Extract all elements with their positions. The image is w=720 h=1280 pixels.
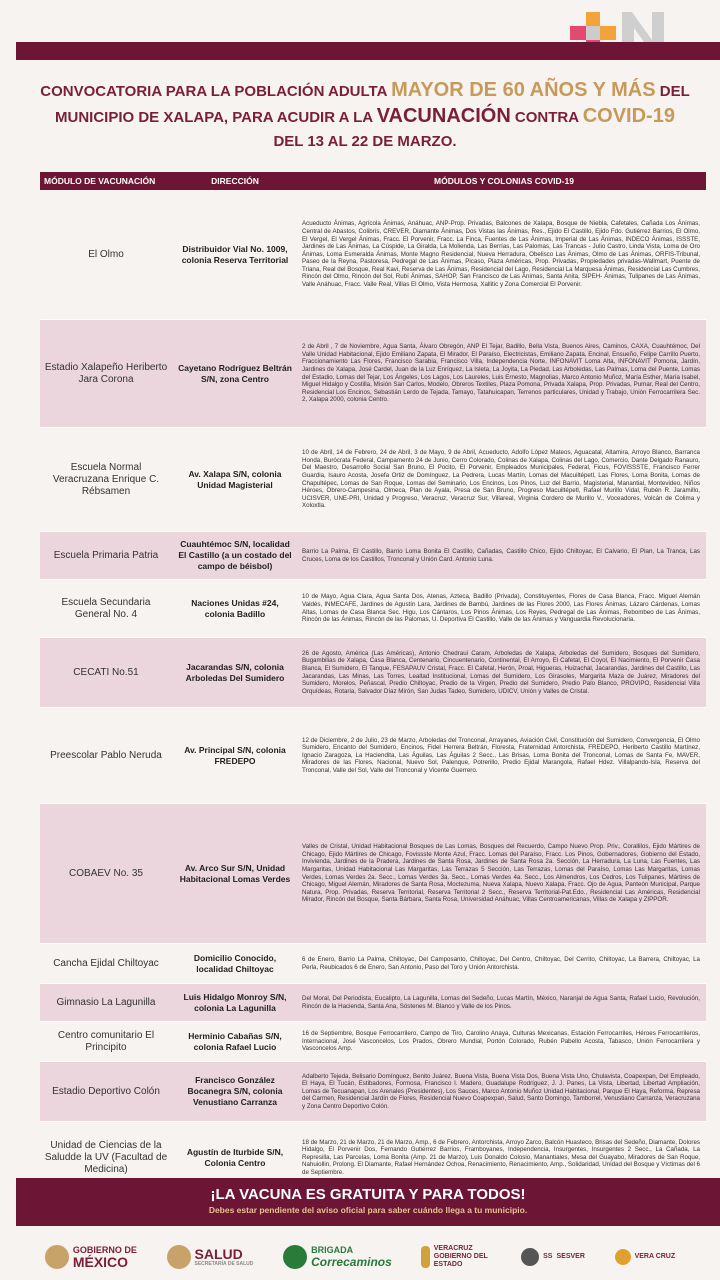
- module-colonies: 2 de Abril , 7 de Noviembre, Agua Santa, Álvaro Obregón, ANP El Tejar, Badillo, Bella Vista, Buenos Aires, Caminos, CAXA, Cuauhtémoc, Del Valle Unidad Habitacional, Ejido Emiliano Zapata, El Mirador, El Paraíso, Electricistas, Emiliano Zapata, Encinal, Ensueño, Felipe Carrillo Puerto, Fraccionamiento Las Flores, Francisco Sarabia, Francisco Villa, Independencia Norte, INFONAVIT Loma Alta, INFONAVIT Pomona, Jardín, Jardines de Xalapa, José Cardel, Juan de la Luz Enríquez, La Isleta, La Joyita, La Piedad, Las Arboledas, Las Palmas, Loma del Puente, Lomas del Estadio, Lomas del Tejar, Los Ángeles, Los Lagos, Los Laureles, Luis Ernesto, Magnolias, Marco Antonio Muñoz, María Esther, María Isabel, Miguel Hidalgo y Costilla, Misión San Carlos, Modelo, Obreros Textiles, Plaza Pomona, Privada Xalapa, Prop. Privadas, Pumar, Real del Centro, Residencial Los Encinos, Sebastián Lerdo de Tejada, Tamayo, Tatahuicapan, Terrenos particulares, Unidad y Trabajo, Unión Ferrocarrilera Sec. 2, Xalapa 2000, colonia Centro.: [302, 343, 700, 404]
- sesver-logo: SS SESVER: [521, 1248, 585, 1266]
- module-address: Cayetano Rodríguez Beltrán S/N, zona Centro: [178, 362, 292, 384]
- table-row: [40, 804, 706, 944]
- module-colonies: 10 de Abril, 14 de Febrero, 24 de Abril, 3 de Mayo, 9 de Abril, Acueducto, Adolfo López Mateos, Aguacatal, Altamira, Arroyo Blanco, Barranca Honda, Burócrata Federal, Campamento 24 de Junio, Cerro Colorado, Colinas de Xalapa, Colinas del Lago, Comercio, Dante Delgado Ranauro, Del Maestro, Desarrollo Social San Bruno, El Pocito, El Porvenir, Empleados Municipales, Federal, Ficus, FOVISSSTE, Francisco Ferrer Guardia, Isauro Acosta, Josefa Ortiz de Domínguez, La Pedrera, Lucas Martín, Lomas del Macuiltépetl, Las Flores, Loma Bonita, Lomas de Chapultépec, Lomas de San Roque, Lomas del Seminario, Los Encinos, Los Pinos, Luz del Barrio, Magisterial, Manantial, Montevideo, Niños Héroes, Obrero-Campesina, Olmeca, Plan de Ayala, Presa de San Bruno, Progreso Macuiltépetl, Rafael Murillo Vidal, Rubén R. Jaramillo, UCISVER, UNE-PRI, Unidad y Progreso, Veracruz, Veracruz Sur, Villareal, Virginia Cordero de Murillo V., Voceadores, Volcán de Colima y Xoloxtla.: [302, 449, 700, 510]
- module-name: Cancha Ejidal Chiltoyac: [53, 957, 159, 969]
- module-name: Preescolar Pablo Neruda: [50, 749, 162, 761]
- brigada-logo: BRIGADA Correcaminos: [283, 1245, 392, 1269]
- vaccination-table: [40, 172, 706, 1194]
- module-address: Av. Xalapa S/N, colonia Unidad Magisterial: [188, 468, 282, 490]
- table-row: [40, 428, 706, 532]
- footer-banner: [16, 1178, 720, 1226]
- table-row: [40, 708, 706, 804]
- module-name: Centro comunitario El Principito: [57, 1029, 155, 1053]
- table-row: [40, 320, 706, 428]
- module-colonies: 26 de Agosto, América (Las Américas), Antonio Chedraui Caram, Arboledas de Xalapa, Arboledas del Sumidero, Bosques del Sumidero, Bugambilias de Xalapa, Casa Blanca, Centenario, Cincuentenario, Continental, El Arroyo, El Cafetal, El Coyol, El Nacimiento, El Porvenir Casa Blanca, El Sumidero, El Tanque, FESAPAUV Cristal, Fracc. El Cafetal, Herón, Proal, Higueras, Huizachal, Jacarandas, Jardines del Castillo, Las Jacarandas, Las Minas, Las Torres, Lealtad Institucional, Lomas del Sumidero, Los Girasoles, Margarita Maza de Juárez, Miradores del Sumidero, Morelos, Peñascal, Predio Chiltoyac, Predio de la Virgen, Predio del Sumidero, Predio Palo Blanco, PROVIPO, Residencial Villa Orquídeas, Rotaria, Salvador Díaz Mirón, San Judas Tadeo, Sumidero, UDICV, Unión y Valles de Cristal.: [302, 649, 700, 695]
- module-name: Escuela Secundaria General No. 4: [61, 596, 151, 620]
- table-row: [40, 532, 706, 580]
- module-address: Domicilio Conocido, localidad Chiltoyac: [193, 952, 277, 974]
- table-body: [40, 190, 706, 1194]
- module-address: Cuauhtémoc S/N, localidad El Castillo (a un costado del campo de béisbol): [178, 539, 292, 571]
- veracruz-flower-icon: [615, 1249, 631, 1265]
- table-row: [40, 944, 706, 984]
- table-row: [40, 190, 706, 320]
- module-address: Francisco González Bocanegra S/N, colonia Venustiano Carranza: [187, 1075, 283, 1107]
- module-name: Estadio Xalapeño Heriberto Jara Corona: [44, 361, 168, 385]
- brigada-icon: [283, 1245, 307, 1269]
- table-row: [40, 580, 706, 638]
- module-address: Jacarandas S/N, colonia Arboledas Del Sumidero: [185, 661, 285, 683]
- module-address: Naciones Unidas #24, colonia Badillo: [191, 597, 279, 619]
- module-colonies: 12 de Diciembre, 2 de Julio, 23 de Marzo, Arboledas del Tronconal, Arrayanes, Aviación Civil, Constitución del Sumidero, Convergencia, El Olmo Sumidero, Encanto del Sumidero, Encinos, Fidel Herrera Beltrán, Floresta, Fraternidad Antorchista, FREDEPO, Heriberto Castillo Martínez, Ignacio Zaragoza, La Haciendita, Las Águilas, Las Águilas 2 Secc., Las Brisas, Loma Bonita del Tronconal, Lomas de Santa Fe, MAVER, Miradores de las Flores, Nacional, Nuevo Sol, Palenque, Potrerillo, Predio Ejidal Marangola, Rafael Hdez. Villalpando-Isla, Reserva del Tronconal, Valle del Sol, Valle del Tronconal y Vicente Guerrero.: [302, 736, 700, 774]
- table-header: [40, 172, 706, 190]
- veracruz-shield-icon: [421, 1246, 429, 1268]
- module-colonies: 18 de Marzo, 21 de Marzo, 21 de Marzo, Amp., 6 de Febrero, Antorchista, Arroyo Zarco, Balcón Huasteco, Brisas del Sedeño, Diamante, Dolores Hidalgo, El Porvenir Dos, Fernando Gutiérrez Barrios, Framboyanes, Independencia, Insurgentes, Insurgentes 2 Secc., La Cañada, La Represilla, Las Parcelas, Loma Bonita (Amp. 21 de Marzo), Luis Donaldo Colosio, Manantiales, Mesa del Guayabo, Miradores de San Roque, Nahuiollin, Prolong. El Diamante, Rafael Hernández Ochoa, Renacimiento, Renacimiento, Amp., Solidaridad, Unidad del Bosque y Víctimas del 6 de Septiembre.: [302, 1138, 700, 1176]
- module-colonies: Adalberto Tejeda, Belisario Domínguez, Benito Juárez, Buena Vista, Buena Vista Dos, Buena Vista Uno, Chulavista, Coapexpan, Del Empleado, El Haya, El Tucán, Estibadores, Formosa, Francisco I. Madero, Guadalupe Rodríguez, J. J. Panes, La Vista, Libertad, Libertad Ampliación, Lomas de Tecuanapan, Los Arenales (Presidentes), Los Sauces, Marco Antonio Muñoz Unidad Habitacional, Parque El Haya, Reforma, Represa del Carmen, Residencial Jardín de Flores, Residencial Nuevo Coapexpan, Salud, Santo Domingo, Tamborrel, Venustiano Carranza, Veracruzana y Zona Centro Deportivo Colón.: [302, 1072, 700, 1110]
- footer-headline: ¡LA VACUNA ES GRATUITA Y PARA TODOS!: [210, 1186, 526, 1203]
- module-colonies: 10 de Mayo, Agua Clara, Agua Santa Dos, Atenas, Azteca, Badillo (Privada), Constituyentes, Flores de Casa Blanca, Fracc. Miguel Alemán Valdés, INMECAFE, Jardines de Agustín Lara, Jardines de Bambú, Jardines de las Flores 2000, Las Flores Ánimas, Lázaro Cárdenas, Lomas Altas, Lomas de Casa Blanca Sec. Higu, Los Cántaros, Los Pinos Ánimas, Los Reyes, Pedregal de Las Ánimas, Rebombeo de Las Ánimas, Rincón de las Ánimas, Rincón de las Palomas, U. Deportiva El Castillo, Valle de las Ánimas y Vanguardia Revolucionaria.: [302, 593, 700, 624]
- gobierno-mexico-logo: GOBIERNO DE MÉXICO: [45, 1245, 137, 1269]
- module-colonies: 16 de Septiembre, Bosque Ferrocarrilero, Campo de Tiro, Carolino Anaya, Culturas Mexicanas, Estación Ferrocarriles, Héroes Ferrocarrileros, Internacional, José Vasconcelos, Los Prados, Obrero Mundial, Portón Colorado, Rubén Pabello Acosta, Tabasco, Unión Ferrocarrilera y Vasconcelos Amp.: [302, 1030, 700, 1053]
- page-title: CONVOCATORIA PARA LA POBLACIÓN ADULTA MAYOR DE 60 AÑOS Y MÁS DEL MUNICIPIO DE XALAPA, PARA ACUDIR A LA VACUNACIÓN CONTRA COVID-19 DEL 13 AL 22 DE MARZO.: [40, 79, 690, 150]
- footer-note: Debes estar pendiente del aviso oficial para saber cuándo llega a tu municipio.: [208, 1205, 528, 1215]
- ss-seal-icon: [521, 1248, 539, 1266]
- module-name: CECATI No.51: [73, 666, 139, 678]
- module-address: Av. Principal S/N, colonia FREDEPO: [184, 744, 286, 766]
- module-address: Av. Arco Sur S/N, Unidad Habitacional Lomas Verdes: [179, 862, 291, 884]
- salud-seal-icon: [167, 1245, 191, 1269]
- module-name: COBAEV No. 35: [69, 867, 143, 879]
- module-colonies: Barrio La Palma, El Castillo, Barrio Loma Bonita El Castillo, Cañadas, Castillo Chico, Ejido Chiltoyac, El Calvario, El Plan, La Tranca, Las Cruces, Loma de los Castillos, Tronconal y Unión Card. Antonio Luna.: [302, 547, 700, 563]
- module-address: Agustín de Iturbide S/N, Colonia Centro: [186, 1146, 284, 1168]
- veracruz-logo: VERA CRUZ: [615, 1249, 676, 1265]
- header-colonies: MÓDULOS Y COLONIAS COVID-19: [434, 176, 574, 186]
- module-name: Escuela Normal Veracruzana Enrique C. Rébsamen: [52, 461, 160, 497]
- veracruz-gob-logo: VERACRUZ GOBIERNO DEL ESTADO: [421, 1245, 491, 1269]
- module-colonies: Acueducto Ánimas, Agrícola Ánimas, Anáhuac, ANP-Prop. Privadas, Balcones de Xalapa, Bosque de Niebla, Cafetales, Cañada Los Ánimas, Central de Abastos, Colibrís, CREVER, Diamante Ánimas, Dos Vistas las Ánimas, Res., Ejido El Castillo, Ejido Fdo. Gutiérrez Barrios, El Olmo, El Vergel, El Vergel Ánimas, Fracc. El Porvenir, Fracc. La Finca, Fuentes de Las Ánimas, Imperial de Las Ánimas, INDECO Ánimas, ISSSTE, Jardines de Las Ánimas, La Cúspide, La Giralda, La Molienda, Las Berrías, Las Palomas, Las Trancas - Julio Castro, Linda Vista, Loma de Oro Ánimas, Loma Esmeralda Ánimas, Monte Magno Residencial, Nueva Herradura, Obelisco Las Ánimas, Olmo de Las Ánimas, ORFIS-Tribunal, Paseo de la Reyna, Pastoresa, Pedregal de Las Ánimas, Picaso, Plaza Américas, Prop. Privadas, Propiedades privadas-Wallmart, Puente de Triana, Real del Bosque, Real Kavi, Reserva de Las Ánimas, Residencial del Lago, Residencial La Marquesa Ánimas, Residencial Las Cumbres, Rincón del Olmo, Rincón del Sol, Rubí Ánimas, SAHOP, San Francisco de Las Ánimas, Santa Anita, SIPEH- Ánimas, Tulipanes de Las Ánimas, Valle Anáhuac, Fracc. Valle Real, Villas El Olmo, Vista Hermosa, Xallitic y Zona Comercial El Porvenir.: [302, 220, 700, 289]
- salud-logo: SALUD SECRETARÍA DE SALUD: [167, 1245, 254, 1269]
- table-row: [40, 1022, 706, 1062]
- top-bar: [16, 42, 720, 60]
- module-address: Distribuidor Vial No. 1009, colonia Reserva Territorial: [181, 243, 289, 265]
- module-name: Escuela Primaria Patria: [53, 549, 159, 561]
- module-name: Unidad de Ciencias de la Saludde la UV (Facultad de Medicina): [44, 1139, 168, 1175]
- module-name: Gimnasio La Lagunilla: [56, 996, 156, 1008]
- module-address: Luis Hidalgo Monroy S/N, colonia La Lagunilla: [183, 991, 287, 1013]
- module-colonies: 6 de Enero, Barrio La Palma, Chiltoyac, Del Camposanto, Chiltoyac, Del Centro, Chiltoyac, Del Cerrito, Chiltoyac, La Barrera, Chiltoyac, La Perla, Reubicados 6 de Enero, San Antonio, Paso del Toro y Unión Antorchista.: [302, 955, 700, 971]
- module-name: El Olmo: [88, 248, 124, 260]
- module-colonies: Del Moral, Del Periodista, Eucalipto, La Lagunilla, Lomas del Sedeño, Lucas Martín, México, Naranjal de Agua Santa, Rafael Lucio, Revolución, Rincón de la Hacienda, Santa Ana, Sóstenes M. Blanco y Valle de los Pinos.: [302, 994, 700, 1010]
- table-row: [40, 638, 706, 708]
- module-address: Herminio Cabañas S/N, colonia Rafael Lucio: [188, 1030, 282, 1052]
- module-colonies: Valles de Cristal, Unidad Habitacional Bosques de Las Lomas, Bosques del Recuerdo, Campo Nuevo Prop. Priv., Corallilos, Ejido Mártires de Chicago, Ejido Mártires de Chicago, Fovissste Monte Azul, Fracc. Lomas del Paraíso, Fracc. Los Pinos, Gobernadores, Gobierno del Estado, Invivienda, Jardines de la Pradera, Jardines de Santa Rosa, Jardines de Santa Rosa 2a. Sección, La Herradura, La Luna, Las Fuentes, Las Margaritas, Unidad Habitacional Las Margaritas, Las Terrazas 5 Sección, Las Terrazas, Lomas del Paraíso, Lomas Las Margaritas, Lomas Verdes, Lomas Verdes 2a. Secc., Lomas Verdes 3a. Secc., Lomas Verdes 4a. Secc., Los Almendros, Los Cedros, Los Tulipanes, Mártires de Chicago, Miguel Alemán, Miradores de Santa Rosa, Moctezuma, Nueva Xalapa, Nuevo Xalapa, Fracc. Ojo de Agua, Panteón Municipal, Parque Natura, Prop. Privadas, Reserva Territorial, Reserva Territorial 2 Secc., Reserva Territorial-Pat.Edo., Residencial Las Américas, Residencial Mirador, Rincón del Bosque, Santa Bárbara, Santa Rosa, Universidad Anáhuac, Villas Centroamericanas, Villas de Xalapa y ZIPPOR.: [302, 843, 700, 904]
- header-module: MÓDULO DE VACUNACIÓN: [44, 176, 156, 186]
- header-address: DIRECCIÓN: [211, 176, 259, 186]
- sponsor-logos: [0, 1238, 720, 1276]
- module-name: Estadio Deportivo Colón: [52, 1085, 160, 1097]
- table-row: [40, 1062, 706, 1122]
- eagle-seal-icon: [45, 1245, 69, 1269]
- table-row: [40, 984, 706, 1022]
